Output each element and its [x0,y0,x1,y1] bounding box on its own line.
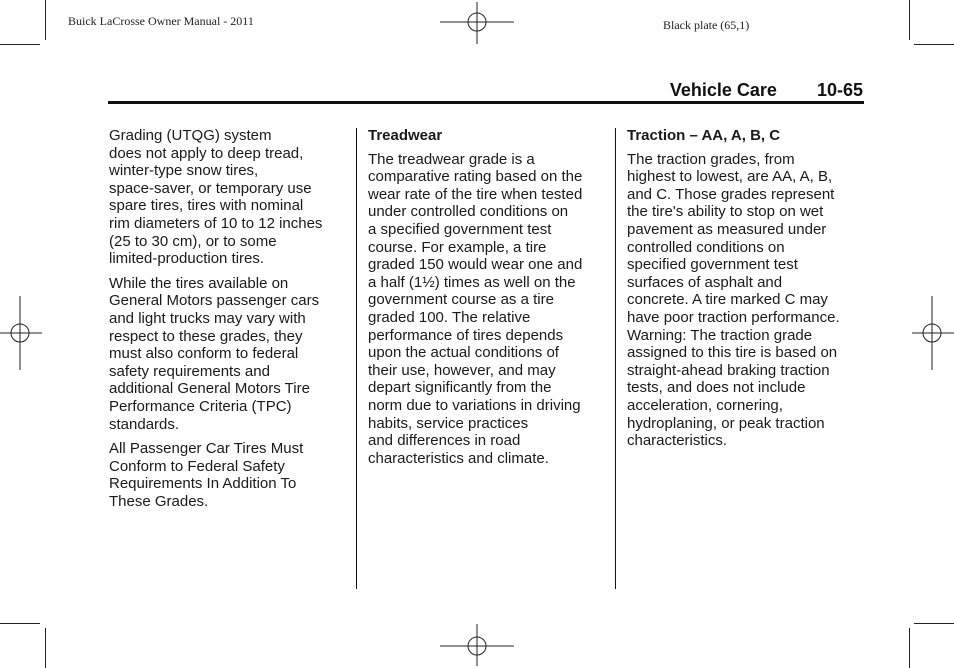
crop-mark [0,623,40,624]
text-line: General Motors passenger cars [109,292,320,310]
text-line: course. For example, a tire [368,238,547,256]
text-line: their use, however, and may [368,361,556,379]
text-line: straight-ahead braking traction [627,361,830,379]
text-line: space-saver, or temporary use [109,179,312,197]
crop-mark [45,0,46,40]
paragraph [368,151,608,468]
text-line: pavement as measured under [627,220,827,238]
text-line: Conform to Federal Safety [109,457,285,475]
paragraph [109,127,349,268]
text-line: norm due to variations in driving [368,396,581,414]
text-line: Warning: The traction grade [627,326,813,344]
paragraph [627,151,867,450]
section-title: Vehicle Care [669,80,777,100]
text-line: Grading (UTQG) system [109,127,272,144]
text-line: performance of tires depends [368,326,564,344]
text-line: and C. Those grades represent [627,185,835,203]
text-line: habits, service practices [368,414,529,432]
manual-title: Buick LaCrosse Owner Manual - 2011 [68,14,254,28]
text-line: characteristics and climate. [368,449,549,467]
text-line: respect to these grades, they [109,327,303,345]
page-number: 10-65 [816,80,863,100]
crop-mark [45,628,46,668]
text-line: rim diameters of 10 to 12 inches [109,214,323,232]
text-line: tests, and does not include [627,379,806,397]
section-heading-traction: Traction – AA, A, B, C [627,127,781,144]
registration-mark-icon [440,2,514,44]
registration-mark-icon [912,296,954,370]
registration-mark-icon [0,296,42,370]
text-line: and differences in road [368,432,521,450]
text-line: upon the actual conditions of [368,344,559,362]
paragraph [109,275,349,433]
text-line: hydroplaning, or peak traction [627,414,825,432]
column-divider [356,128,357,589]
column-right [627,127,867,457]
header-rule [108,101,864,104]
crop-mark [909,0,910,40]
text-line: The treadwear grade is a [368,150,535,168]
plate-label: Black plate (65,1) [663,18,750,32]
text-line: characteristics. [627,432,728,450]
text-line: depart significantly from the [368,379,552,397]
column-left [109,127,349,517]
text-line: have poor traction performance. [627,308,840,326]
text-line: (25 to 30 cm), or to some [109,232,277,250]
crop-mark [914,44,954,45]
text-line: graded 100. The relative [368,308,531,326]
text-line: and light trucks may vary with [109,309,306,327]
crop-mark [914,623,954,624]
registration-mark-icon [440,624,514,666]
crop-mark [909,628,910,668]
text-line: surfaces of asphalt and [627,273,783,291]
text-line: The traction grades, from [627,150,795,168]
column-middle [368,127,608,474]
text-line: While the tires available on [109,274,289,292]
text-line: controlled conditions on [627,238,785,256]
page-header [670,80,863,101]
text-line: additional General Motors Tire [109,380,310,398]
text-line: standards. [109,415,180,433]
text-line: limited-production tires. [109,250,265,268]
section-heading-treadwear: Treadwear [368,127,443,144]
text-line: All Passenger Car Tires Must [109,440,304,458]
text-line: Performance Criteria (TPC) [109,397,292,415]
text-line: winter-type snow tires, [109,162,259,180]
text-line: comparative rating based on the [368,168,583,186]
text-line: does not apply to deep tread, [109,144,304,162]
text-line: safety requirements and [109,362,270,380]
text-line: a specified government test [368,220,552,238]
paragraph [109,440,349,510]
text-line: the tire's ability to stop on wet [627,203,824,221]
text-line: a half (1½) times as well on the [368,273,576,291]
text-line: Requirements In Addition To [109,475,297,493]
text-line: wear rate of the tire when tested [368,185,583,203]
column-divider [615,128,616,589]
text-line: must also conform to federal [109,345,299,363]
text-line: specified government test [627,256,798,274]
text-line: government course as a tire [368,291,554,309]
text-line: spare tires, tires with nominal [109,197,304,215]
text-line: assigned to this tire is based on [627,344,838,362]
text-line: highest to lowest, are AA, A, B, [627,168,833,186]
text-line: acceleration, cornering, [627,396,783,414]
crop-mark [0,44,40,45]
text-line: concrete. A tire marked C may [627,291,828,309]
text-line: under controlled conditions on [368,203,569,221]
text-line: graded 150 would wear one and [368,256,583,274]
text-line: These Grades. [109,492,209,510]
